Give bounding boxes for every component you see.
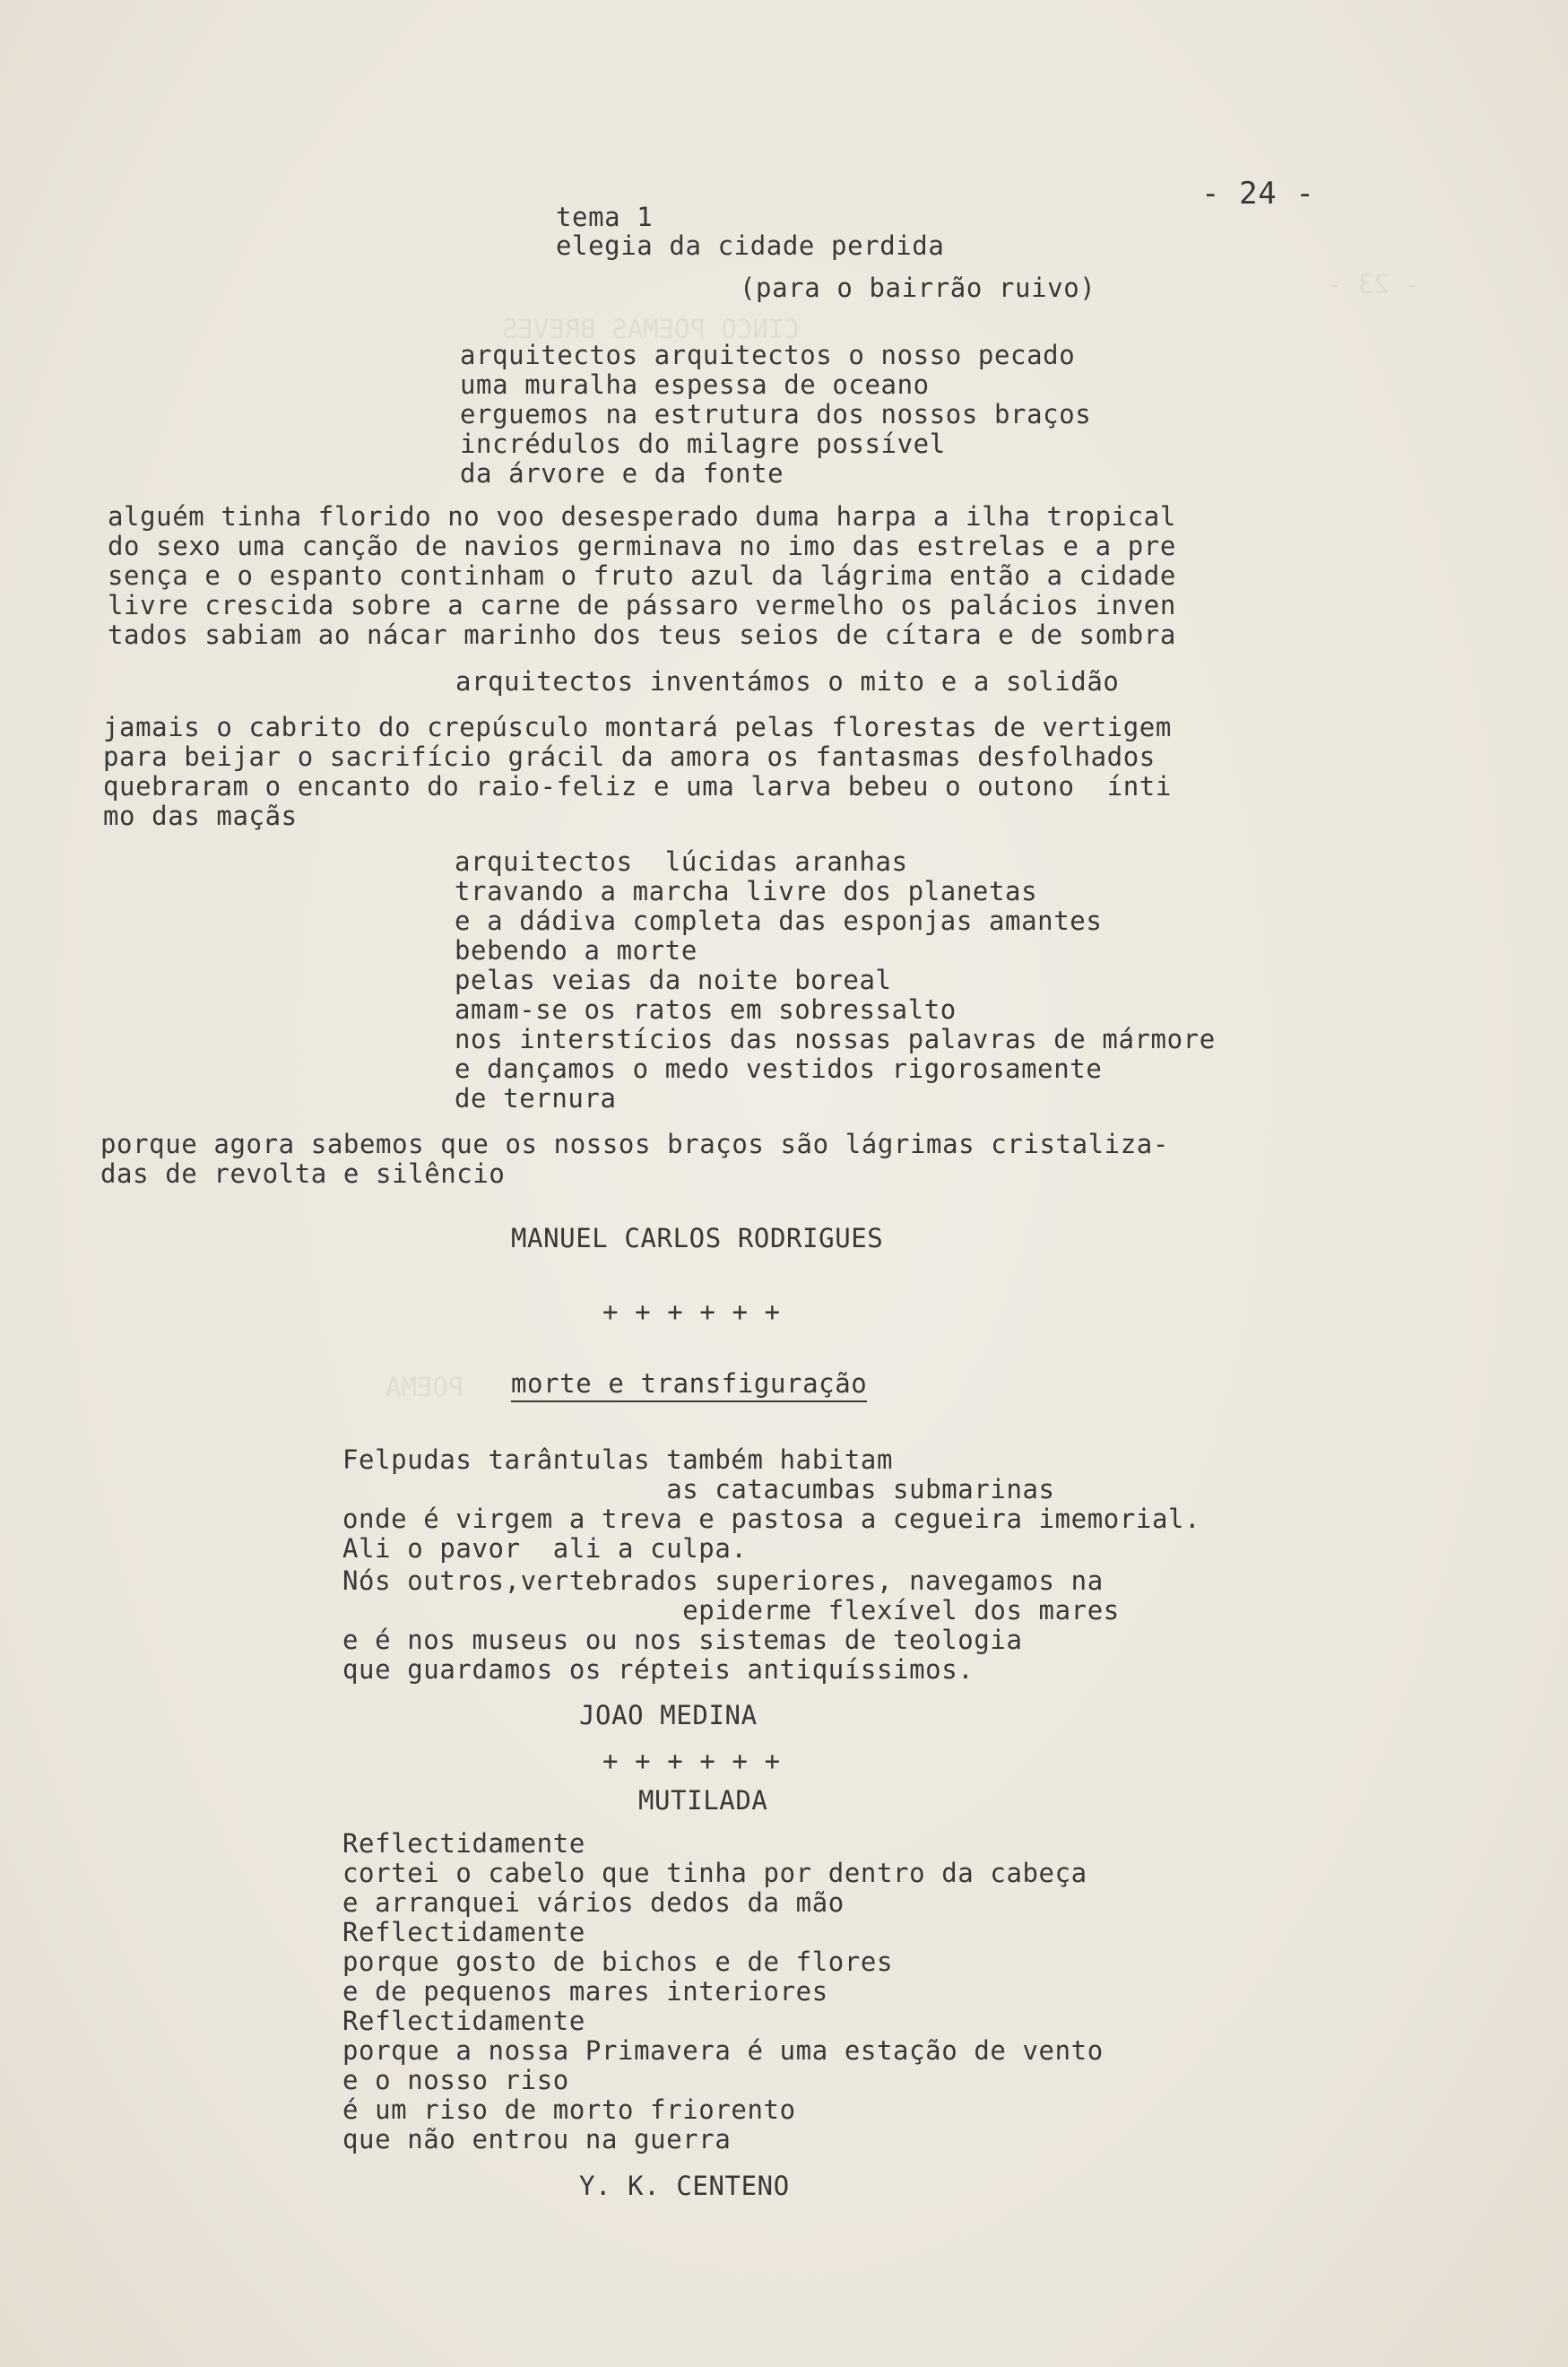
- poem-line: é um riso de morto friorento: [342, 2094, 796, 2125]
- prose-line: sença e o espanto continham o fruto azul da lágrima então a cidade: [108, 560, 1176, 591]
- poem-line: bebendo a morte: [455, 935, 697, 966]
- poem-theme: tema 1: [556, 202, 654, 232]
- poem-title: morte e transfiguração: [511, 1369, 867, 1402]
- poem-line: e é nos museus ou nos sistemas de teologia: [342, 1625, 1023, 1655]
- poem-line: Ali o pavor ali a culpa.: [342, 1533, 748, 1564]
- prose-line: alguém tinha florido no voo desesperado duma harpa a ilha tropical: [108, 501, 1176, 532]
- poem-line: porque gosto de bichos e de flores: [342, 1946, 894, 1977]
- author-name: Y. K. CENTENO: [579, 2171, 790, 2201]
- poem-line: onde é virgem a treva e pastosa a cegueira imemorial.: [342, 1504, 1201, 1534]
- poem-line: Nós outros,vertebrados superiores, navegamos na: [342, 1565, 1104, 1596]
- poem-line: uma muralha espessa de oceano: [460, 369, 930, 400]
- poem-line: Reflectidamente: [342, 2006, 585, 2036]
- separator: + + + + + +: [602, 1746, 781, 1776]
- poem-title: elegia da cidade perdida: [556, 230, 945, 261]
- poem-line: nos interstícios das nossas palavras de mármore: [455, 1024, 1216, 1054]
- poem-line: que guardamos os répteis antiquíssimos.: [342, 1654, 975, 1685]
- poem-line: arquitectos lúcidas aranhas: [455, 846, 908, 877]
- poem-line: da árvore e da fonte: [460, 458, 784, 489]
- author-name: JOAO MEDINA: [579, 1700, 758, 1730]
- prose-line: porque agora sabemos que os nossos braços são lágrimas cristaliza-: [100, 1129, 1169, 1159]
- poem-line: arquitectos arquitectos o nosso pecado: [460, 340, 1076, 370]
- poem-line: erguemos na estrutura dos nossos braços: [460, 399, 1092, 429]
- poem-line: cortei o cabelo que tinha por dentro da cabeça: [342, 1858, 1087, 1888]
- poem-line: Reflectidamente: [342, 1828, 585, 1859]
- separator: + + + + + +: [602, 1296, 781, 1327]
- prose-line: tados sabiam ao nácar marinho dos teus seios de cítara e de sombra: [108, 620, 1176, 650]
- author-name: MANUEL CARLOS RODRIGUES: [511, 1223, 884, 1253]
- prose-line: livre crescida sobre a carne de pássaro vermelho os palácios inven: [108, 590, 1176, 620]
- prose-line: das de revolta e silêncio: [100, 1158, 506, 1189]
- poem-line: travando a marcha livre dos planetas: [455, 876, 1038, 906]
- poem-title: MUTILADA: [638, 1785, 768, 1816]
- page-number: - 24 -: [1201, 176, 1315, 212]
- poem-line: arquitectos inventámos o mito e a solidão: [455, 666, 1120, 697]
- poem-line: de ternura: [455, 1083, 617, 1114]
- poem-line: e arranquei vários dedos da mão: [342, 1887, 845, 1918]
- poem-line: e o nosso riso: [342, 2065, 569, 2095]
- poem-line: que não entrou na guerra: [342, 2124, 732, 2155]
- poem-line: pelas veias da noite boreal: [455, 965, 892, 995]
- prose-line: quebraram o encanto do raio-feliz e uma larva bebeu o outono ínti: [103, 771, 1172, 802]
- poem-line: Reflectidamente: [342, 1917, 585, 1947]
- prose-line: do sexo uma canção de navios germinava no imo das estrelas e a pre: [108, 531, 1176, 561]
- poem-line: amam-se os ratos em sobressalto: [455, 994, 957, 1025]
- prose-line: mo das maçãs: [103, 801, 298, 831]
- prose-line: jamais o cabrito do crepúsculo montará pelas florestas de vertigem: [103, 712, 1172, 742]
- poem-line: epiderme flexível dos mares: [342, 1595, 1120, 1626]
- poem-line: e a dádiva completa das esponjas amantes: [455, 906, 1103, 936]
- prose-line: para beijar o sacrifício grácil da amora os fantasmas desfolhados: [103, 741, 1156, 772]
- show-through-decoration: POEMA: [386, 1372, 464, 1402]
- poem-line: porque a nossa Primavera é uma estação de vento: [342, 2035, 1104, 2066]
- poem-line: incrédulos do milagre possível: [460, 429, 946, 459]
- poem-line: e dançamos o medo vestidos rigorosamente: [455, 1053, 1103, 1084]
- show-through-decoration: CINCO POEMAS BREVES: [502, 314, 800, 344]
- poem-dedication: (para o bairrão ruivo): [740, 273, 1096, 303]
- show-through-decoration: - 23 -: [1327, 269, 1421, 299]
- poem-line: e de pequenos mares interiores: [342, 1976, 828, 2007]
- poem-line: Felpudas tarântulas também habitam: [342, 1444, 894, 1475]
- poem-line: as catacumbas submarinas: [342, 1474, 1055, 1504]
